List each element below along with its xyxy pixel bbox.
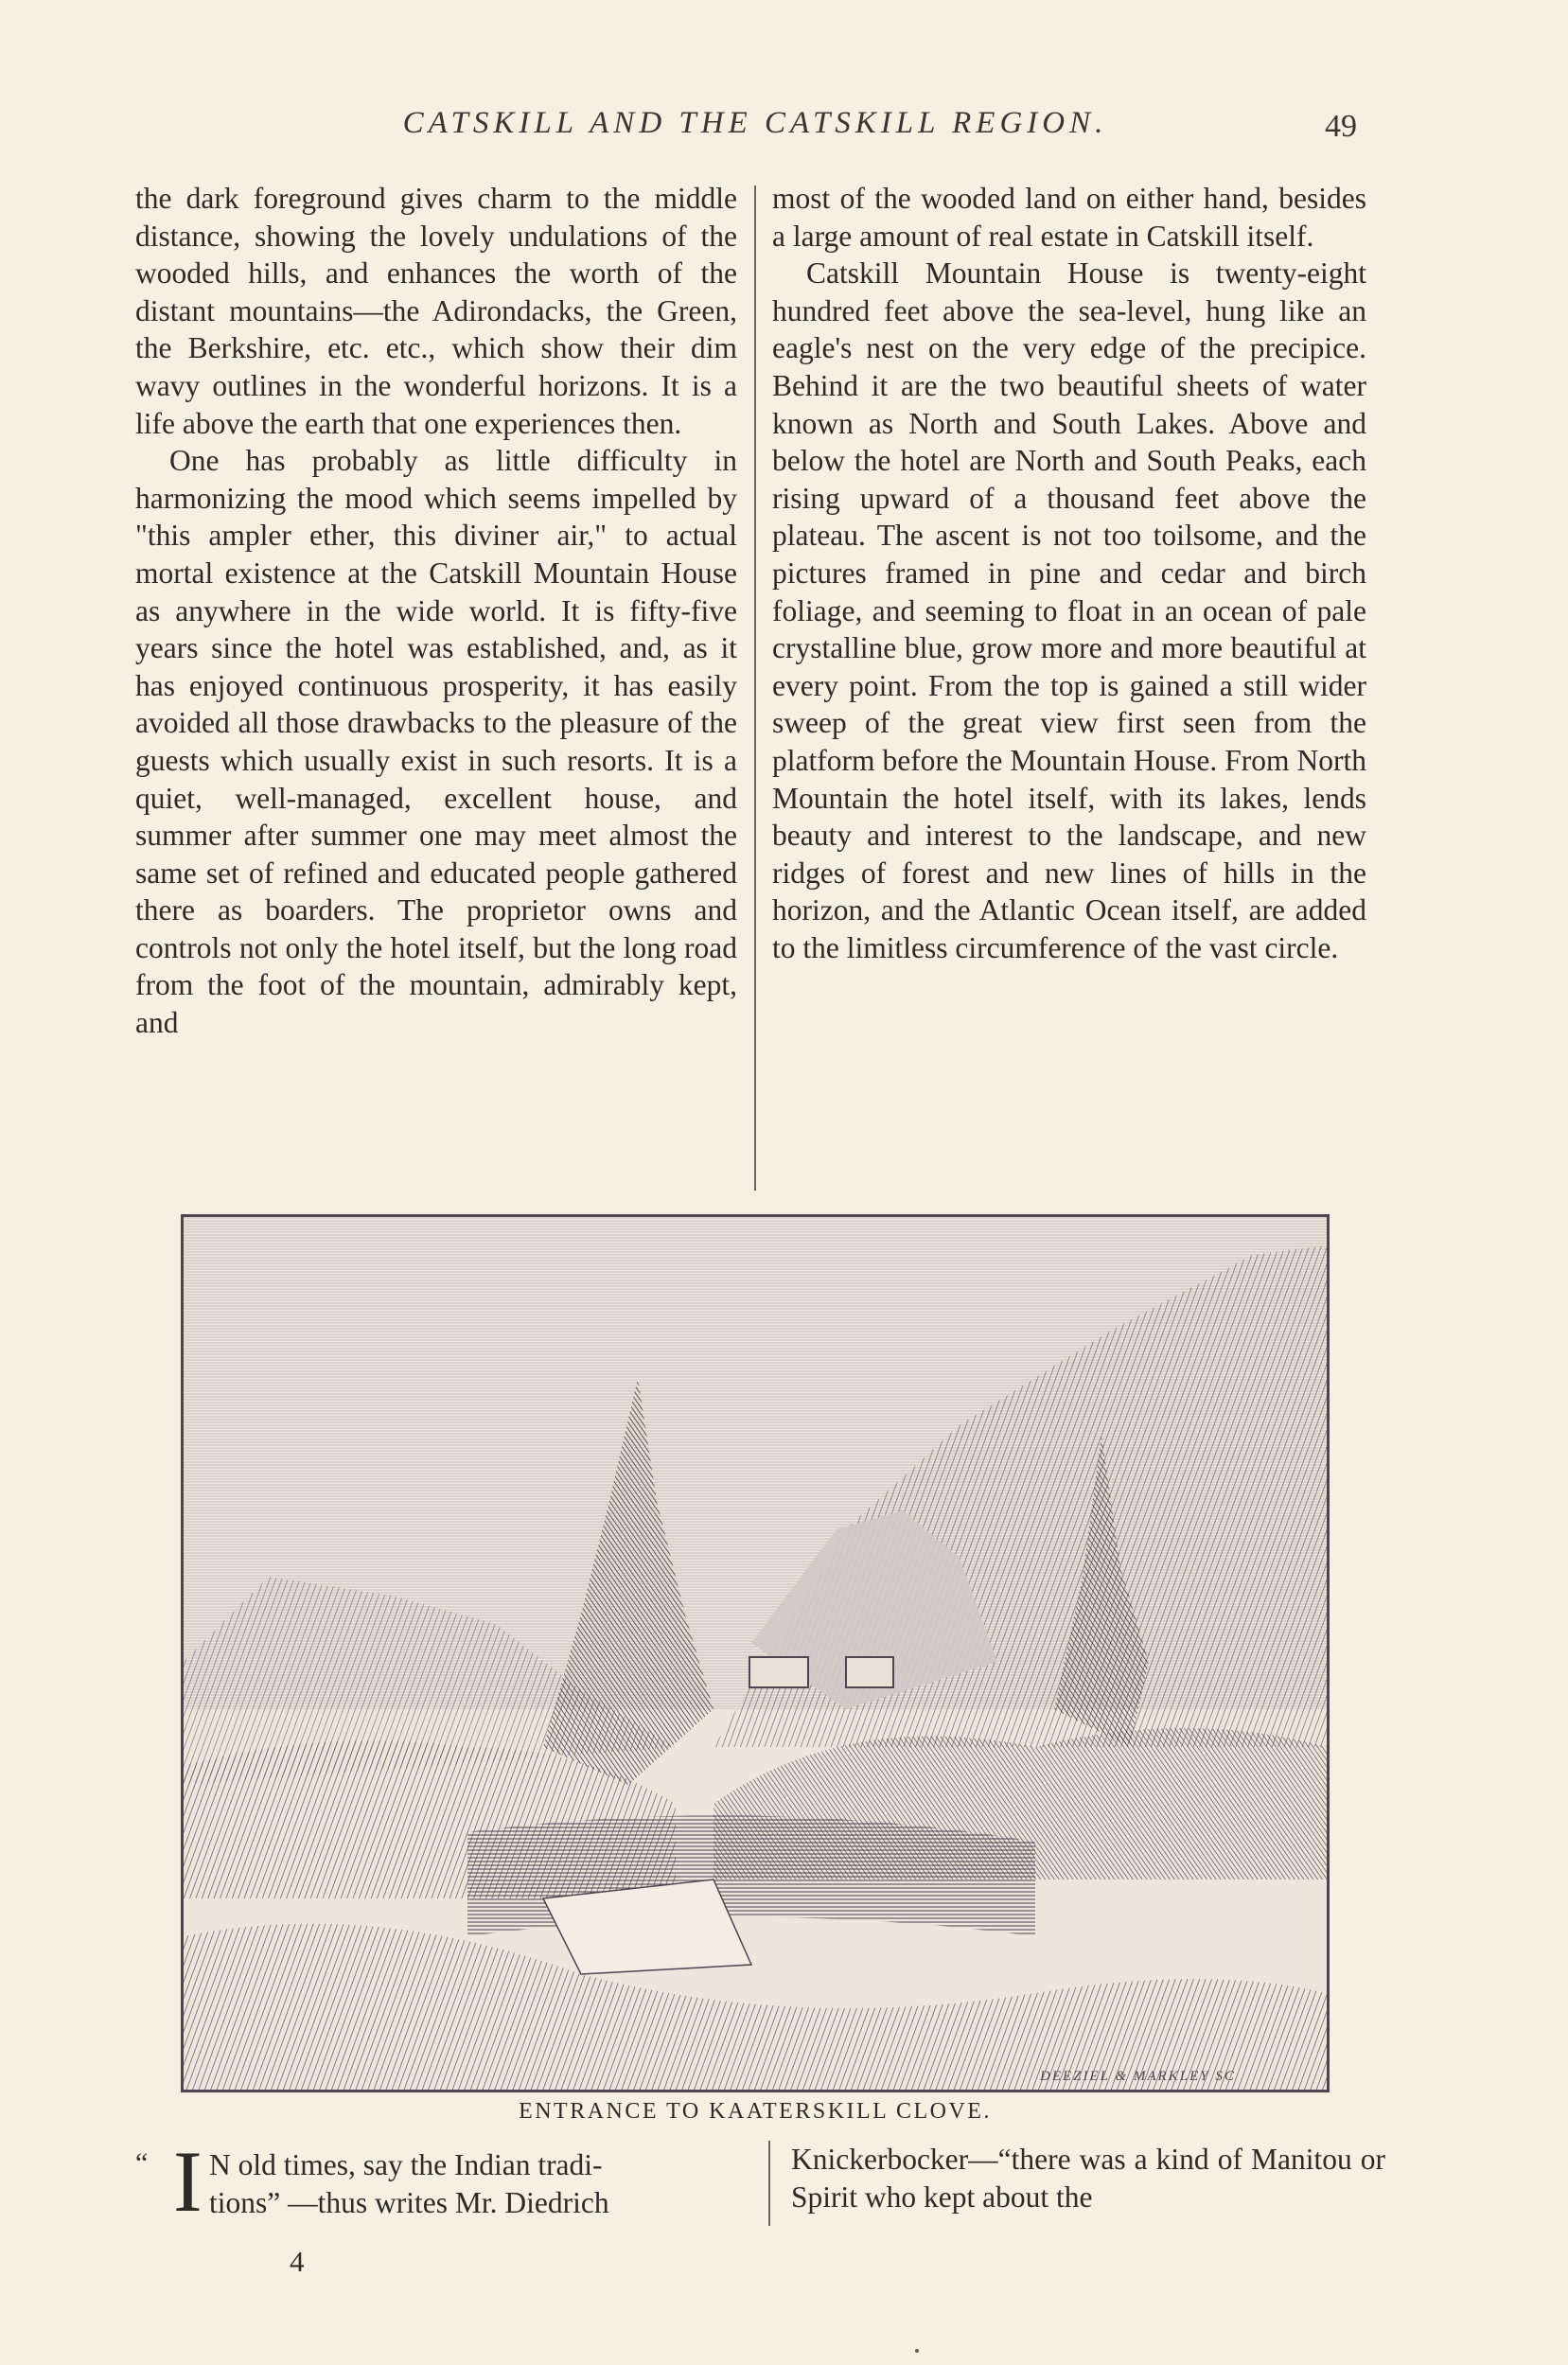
paragraph: Catskill Mountain House is twenty-eight hundred feet above the sea-level, hung like an eagle's nest on the very edge of the precipice. Behind it are the two beautiful sheets of water known as North and South Lakes. Above and below the hotel are North and South Peaks, each rising upward of a thousand feet above the plateau. The ascent is not too toilsome, and the pictures framed in pine and cedar and birch foliage, and seeming to float in an ocean of pale crystalline blue, grow more and more beautiful at every point. From the top is gained a still wider sweep of the great view first seen from the platform before the Mountain House. From North Mountain the hotel itself, with its lakes, lends beauty and interest to the landscape, and new ridges of forest and new lines of hills in the horizon, and the Atlantic Ocean itself, are added to the limitless circumference of the vast circle. xyxy=(772,256,1366,964)
left-column xyxy=(135,180,737,1042)
paper-blemish xyxy=(915,2349,919,2353)
landscape-engraving xyxy=(184,1217,1327,2090)
paragraph: the dark foreground gives charm to the middle distance, showing the lovely undulations of the wooded hills, and enhances the worth of the distant mountains—the Adirondacks, the Green, the Berkshire, etc. etc., which show their dim wavy outlines in the wonderful horizons. It is a life above the earth that one experiences then. xyxy=(135,182,737,440)
engraving-illustration xyxy=(181,1214,1330,2092)
right-column xyxy=(772,180,1366,966)
paragraph: One has probably as little difficulty in harmonizing the mood which seems impelled by "this ampler ether, this diviner air," to actual mortal existence at the Catskill Mountain House as anywhere in the wide world. It is fifty-five years since the hotel was established, and, as it has enjoyed continuous prosperity, it has easily avoided all those drawbacks to the pleasure of the guests which usually exist in such resorts. It is a quiet, well-managed, excellent house, and summer after summer one may meet almost the same set of refined and educated people gathered there as boarders. The proprietor owns and controls not only the hotel itself, but the long road from the foot of the mountain, admirably kept, and xyxy=(135,444,737,1040)
column-divider xyxy=(754,185,756,1191)
column-divider xyxy=(768,2141,770,2226)
drop-cap: I xyxy=(173,2133,203,2230)
running-title: CATSKILL AND THE CATSKILL REGION. xyxy=(402,106,1108,140)
opening-line: N old times, say the Indian tradi- xyxy=(209,2148,603,2181)
page-number: 49 xyxy=(1325,109,1357,144)
opening-quote-mark: “ xyxy=(135,2147,149,2179)
engraver-credit: DEEZIEL & MARKLEY SC xyxy=(1040,2069,1236,2084)
signature-mark: 4 xyxy=(290,2245,305,2278)
illustration-caption: ENTRANCE TO KAATERSKILL CLOVE. xyxy=(519,2099,992,2124)
hotel-building xyxy=(749,1657,808,1687)
paragraph: most of the wooded land on either hand, besides a large amount of real estate in Catskill itself. xyxy=(772,182,1366,253)
hotel-building xyxy=(846,1657,893,1687)
continuation-text: Knickerbocker—“there was a kind of Manitou or Spirit who kept about the xyxy=(791,2143,1385,2214)
opening-line: tions” —thus writes Mr. Diedrich xyxy=(209,2186,609,2219)
